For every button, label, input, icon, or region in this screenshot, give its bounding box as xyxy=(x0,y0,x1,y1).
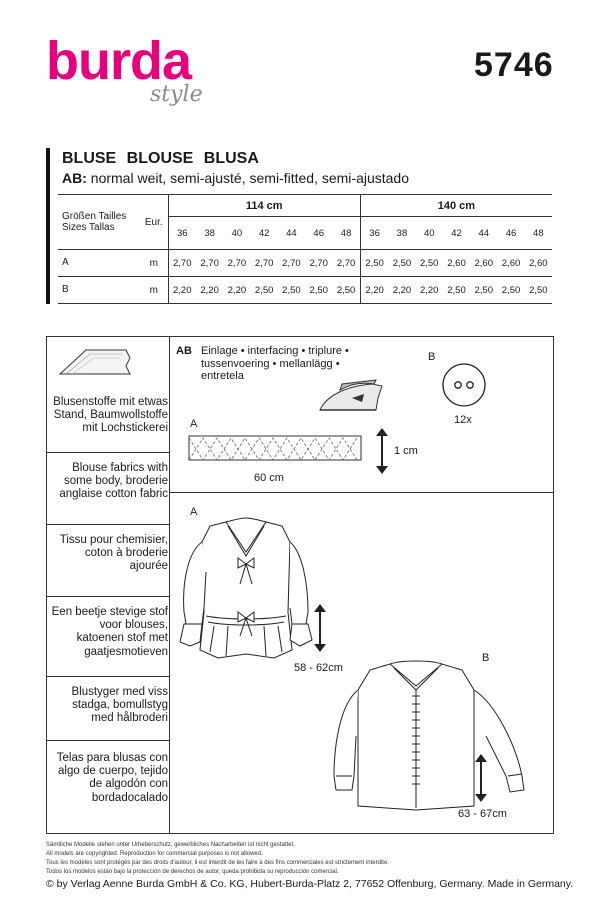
width-group-2: 140 cm xyxy=(360,195,552,217)
size-cell: 48 xyxy=(332,217,360,250)
tape-length: 60 cm xyxy=(254,472,284,484)
fit-text: normal weit, semi-ajusté, semi-fitted, semi-ajustado xyxy=(86,170,409,186)
copyright-fr: Tous les modèles sont protégés par des droits d'auteur, il est interdit de les faire à des fins commerciales est strictement interdite. xyxy=(46,860,389,866)
size-cell: 40 xyxy=(416,217,443,250)
size-cell: 42 xyxy=(443,217,470,250)
value-cell: 2,70 xyxy=(251,250,278,277)
size-header-line2: Sizes Tallas xyxy=(62,222,115,233)
value-cell: 2,60 xyxy=(470,250,497,277)
unit-cell: m xyxy=(140,250,168,277)
value-cell: 2,50 xyxy=(443,277,470,304)
title-bar xyxy=(46,148,50,304)
unit-header: Eur. xyxy=(140,195,168,250)
value-cell: 2,50 xyxy=(525,277,552,304)
divider xyxy=(46,596,170,597)
size-header-label xyxy=(58,195,140,250)
view-a-label: A xyxy=(190,506,198,518)
value-cell: 2,50 xyxy=(332,277,360,304)
copyright-en: All models are copyrighted. Reproduction for commercial purposes is not allowed. xyxy=(46,851,263,857)
table-header-widths xyxy=(58,195,552,217)
value-cell: 2,60 xyxy=(443,250,470,277)
interfacing-line-2: tussenvoering • mellanlägg • xyxy=(201,357,340,370)
unit-cell: m xyxy=(140,277,168,304)
view-b-label: B xyxy=(482,652,490,664)
copyright-main: © by Verlag Aenne Burda GmbH & Co. KG, Hubert-Burda-Platz 2, 77652 Offenburg, Germany. Made in Germany. xyxy=(46,878,574,890)
fit-description xyxy=(62,170,409,186)
button-icon xyxy=(441,362,487,408)
value-cell: 2,20 xyxy=(168,277,196,304)
divider xyxy=(46,740,170,741)
value-cell: 2,50 xyxy=(388,250,415,277)
size-cell: 44 xyxy=(470,217,497,250)
view-b-length: 63 - 67cm xyxy=(458,808,507,820)
size-cell: 44 xyxy=(278,217,305,250)
button-view-label: B xyxy=(428,351,436,363)
copyright-es: Todos los modelos están bajo la protección de derechos de autor, queda prohibida su reproducción comercial. xyxy=(46,869,339,875)
value-cell: 2,20 xyxy=(196,277,223,304)
fabric-es: Telas para blusas con algo de cuerpo, tejido de algodón con bordadocalado xyxy=(56,752,168,804)
fabric-fr: Tissu pour chemisier, coton à broderie ajourée xyxy=(59,534,168,573)
value-cell: 2,70 xyxy=(168,250,196,277)
iron-icon xyxy=(316,376,388,416)
divider xyxy=(46,452,170,453)
fabric-sv: Blustyger med viss stadga, bomullstyg med hålbroderi xyxy=(71,686,168,725)
size-cell: 36 xyxy=(360,217,388,250)
view-a-length: 58 - 62cm xyxy=(294,662,343,674)
size-cell: 38 xyxy=(196,217,223,250)
size-table xyxy=(58,194,552,304)
fit-prefix: AB: xyxy=(62,170,87,186)
fabric-en: Blouse fabrics with some body, broderie anglaise cotton fabric xyxy=(59,462,168,501)
view-label: B xyxy=(58,277,140,304)
button-count: 12x xyxy=(454,414,472,426)
fabric-swatch-icon xyxy=(56,344,134,382)
value-cell: 2,70 xyxy=(196,250,223,277)
fabric-de: Blusenstoffe mit etwas Stand, Baumwollstoffe mit Lochstickerei xyxy=(53,396,168,435)
fabric-nl: Een beetje stevige stof voor blouses, katoenen stof met gaatjesmotieven xyxy=(51,606,168,658)
size-cell: 38 xyxy=(388,217,415,250)
value-cell: 2,50 xyxy=(278,277,305,304)
view-a-length-arrow xyxy=(313,604,327,652)
size-cell: 42 xyxy=(251,217,278,250)
page-title: BLUSE BLOUSE BLUSA xyxy=(62,150,259,167)
value-cell: 2,20 xyxy=(360,277,388,304)
tape-view-label: A xyxy=(190,418,198,430)
value-cell: 2,70 xyxy=(305,250,332,277)
value-cell: 2,50 xyxy=(360,250,388,277)
size-cell: 48 xyxy=(525,217,552,250)
view-b-blouse-drawing xyxy=(326,656,534,816)
value-cell: 2,50 xyxy=(470,277,497,304)
value-cell: 2,50 xyxy=(305,277,332,304)
tape-width: 1 cm xyxy=(394,445,418,457)
interfacing-line-3: entretela xyxy=(201,370,244,383)
value-cell: 2,70 xyxy=(332,250,360,277)
interfacing-tape-drawing xyxy=(188,430,364,466)
tape-width-arrow xyxy=(375,428,389,474)
size-cell: 46 xyxy=(497,217,524,250)
table-row xyxy=(58,277,552,304)
value-cell: 2,60 xyxy=(525,250,552,277)
value-cell: 2,70 xyxy=(278,250,305,277)
burda-logo: burda xyxy=(46,31,192,91)
interfacing-line-1: Einlage • interfacing • triplure • xyxy=(201,345,349,357)
size-header-line1: Größen Tailles xyxy=(62,210,127,222)
view-label: A xyxy=(58,250,140,277)
divider xyxy=(170,492,554,493)
value-cell: 2,60 xyxy=(497,250,524,277)
width-group-1: 114 cm xyxy=(168,195,360,217)
value-cell: 2,20 xyxy=(416,277,443,304)
size-cell: 46 xyxy=(305,217,332,250)
divider xyxy=(46,524,170,525)
value-cell: 2,20 xyxy=(223,277,250,304)
divider xyxy=(46,676,170,677)
value-cell: 2,50 xyxy=(416,250,443,277)
table-row xyxy=(58,250,552,277)
size-cell: 40 xyxy=(223,217,250,250)
size-cell: 36 xyxy=(168,217,196,250)
value-cell: 2,50 xyxy=(251,277,278,304)
copyright-de: Sämtliche Modelle stehen unter Urheberschutz, gewerbliches Nacharbeiten ist nicht gestattet. xyxy=(46,842,295,848)
view-a-blouse-drawing xyxy=(178,512,314,662)
value-cell: 2,70 xyxy=(223,250,250,277)
value-cell: 2,20 xyxy=(388,277,415,304)
style-logo: style xyxy=(150,82,203,107)
view-b-length-arrow xyxy=(474,754,488,802)
value-cell: 2,50 xyxy=(497,277,524,304)
notions-ab-label: AB xyxy=(176,345,192,357)
pattern-number: 5746 xyxy=(474,46,554,84)
